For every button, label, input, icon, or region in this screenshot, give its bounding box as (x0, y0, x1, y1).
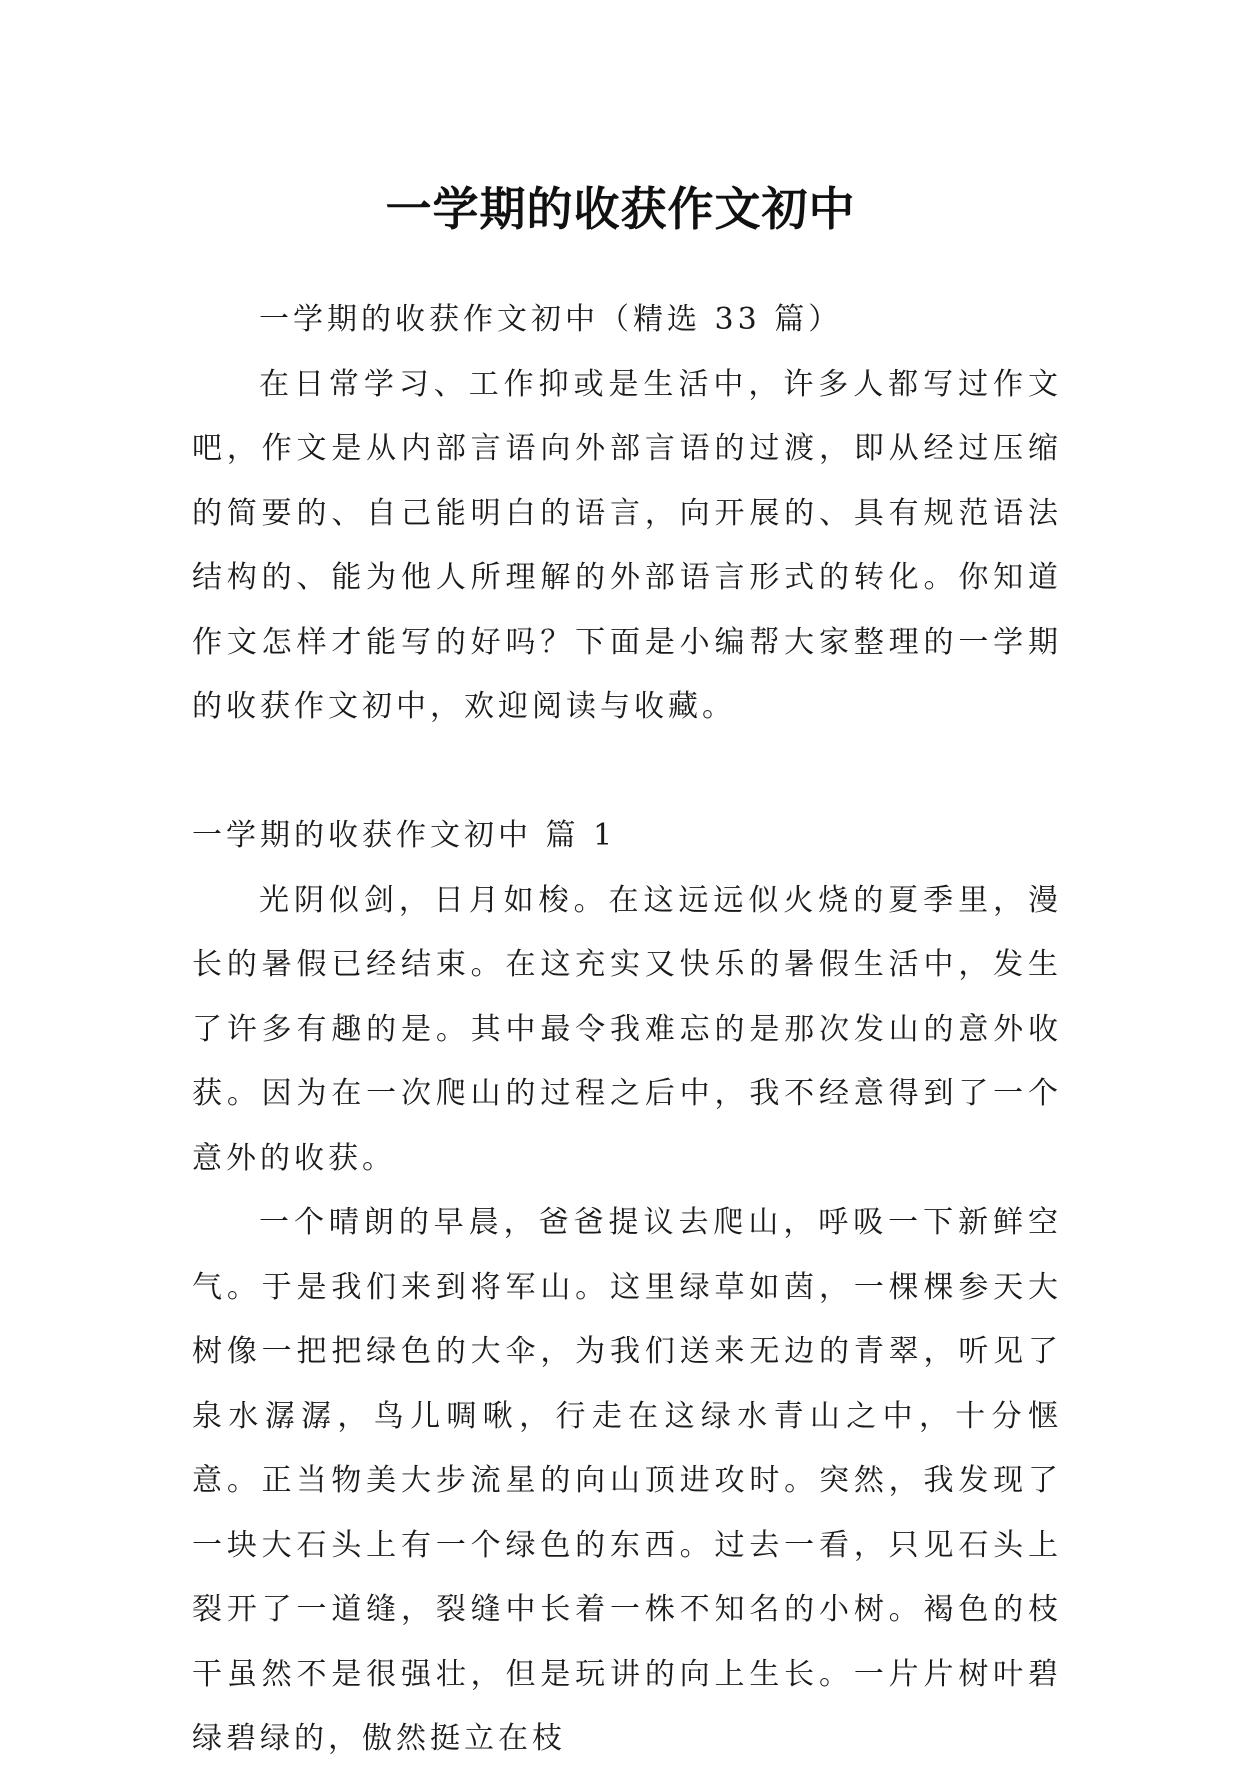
body-paragraph-2: 一个晴朗的早晨，爸爸提议去爬山，呼吸一下新鲜空气。于是我们来到将军山。这里绿草如茵，一棵棵参天大树像一把把绿色的大伞，为我们送来无边的青翠，听见了泉水潺潺，鸟儿啁啾，行走在这绿水青山之中，十分惬意。正当物美大步流星的向山顶进攻时。突然，我发现了一块大石头上有一个绿色的东西。过去一看，只见石头上裂开了一道缝，裂缝中长着一株不知名的小树。褐色的枝干虽然不是很强壮，但是玩讲的向上生长。一片片树叶碧绿碧绿的，傲然挺立在枝 (192, 1205, 1062, 1756)
body-paragraph-1: 光阴似剑，日月如梭。在这远远似火烧的夏季里，漫长的暑假已经结束。在这充实又快乐的暑假生活中，发生了许多有趣的是。其中最令我难忘的是那次发山的意外收获。因为在一次爬山的过程之后中，我不经意得到了一个意外的收获。 (192, 882, 1062, 1176)
document-title: 一学期的收获作文初中 (385, 181, 856, 236)
document-body (192, 288, 1062, 1772)
section-heading: 一学期的收获作文初中 篇 1 (192, 818, 617, 853)
paragraph-spacer (192, 740, 1062, 805)
intro-paragraph: 在日常学习、工作抑或是生活中，许多人都写过作文吧，作文是从内部言语向外部言语的过渡，即从经过压缩的简要的、自己能明白的语言，向开展的、具有规范语法结构的、能为他人所理解的外部语言形式的转化。你知道作文怎样才能写的好吗？下面是小编帮大家整理的一学期的收获作文初中，欢迎阅读与收藏。 (192, 366, 1062, 724)
document-subtitle: 一学期的收获作文初中（精选 33 篇） (259, 302, 843, 337)
